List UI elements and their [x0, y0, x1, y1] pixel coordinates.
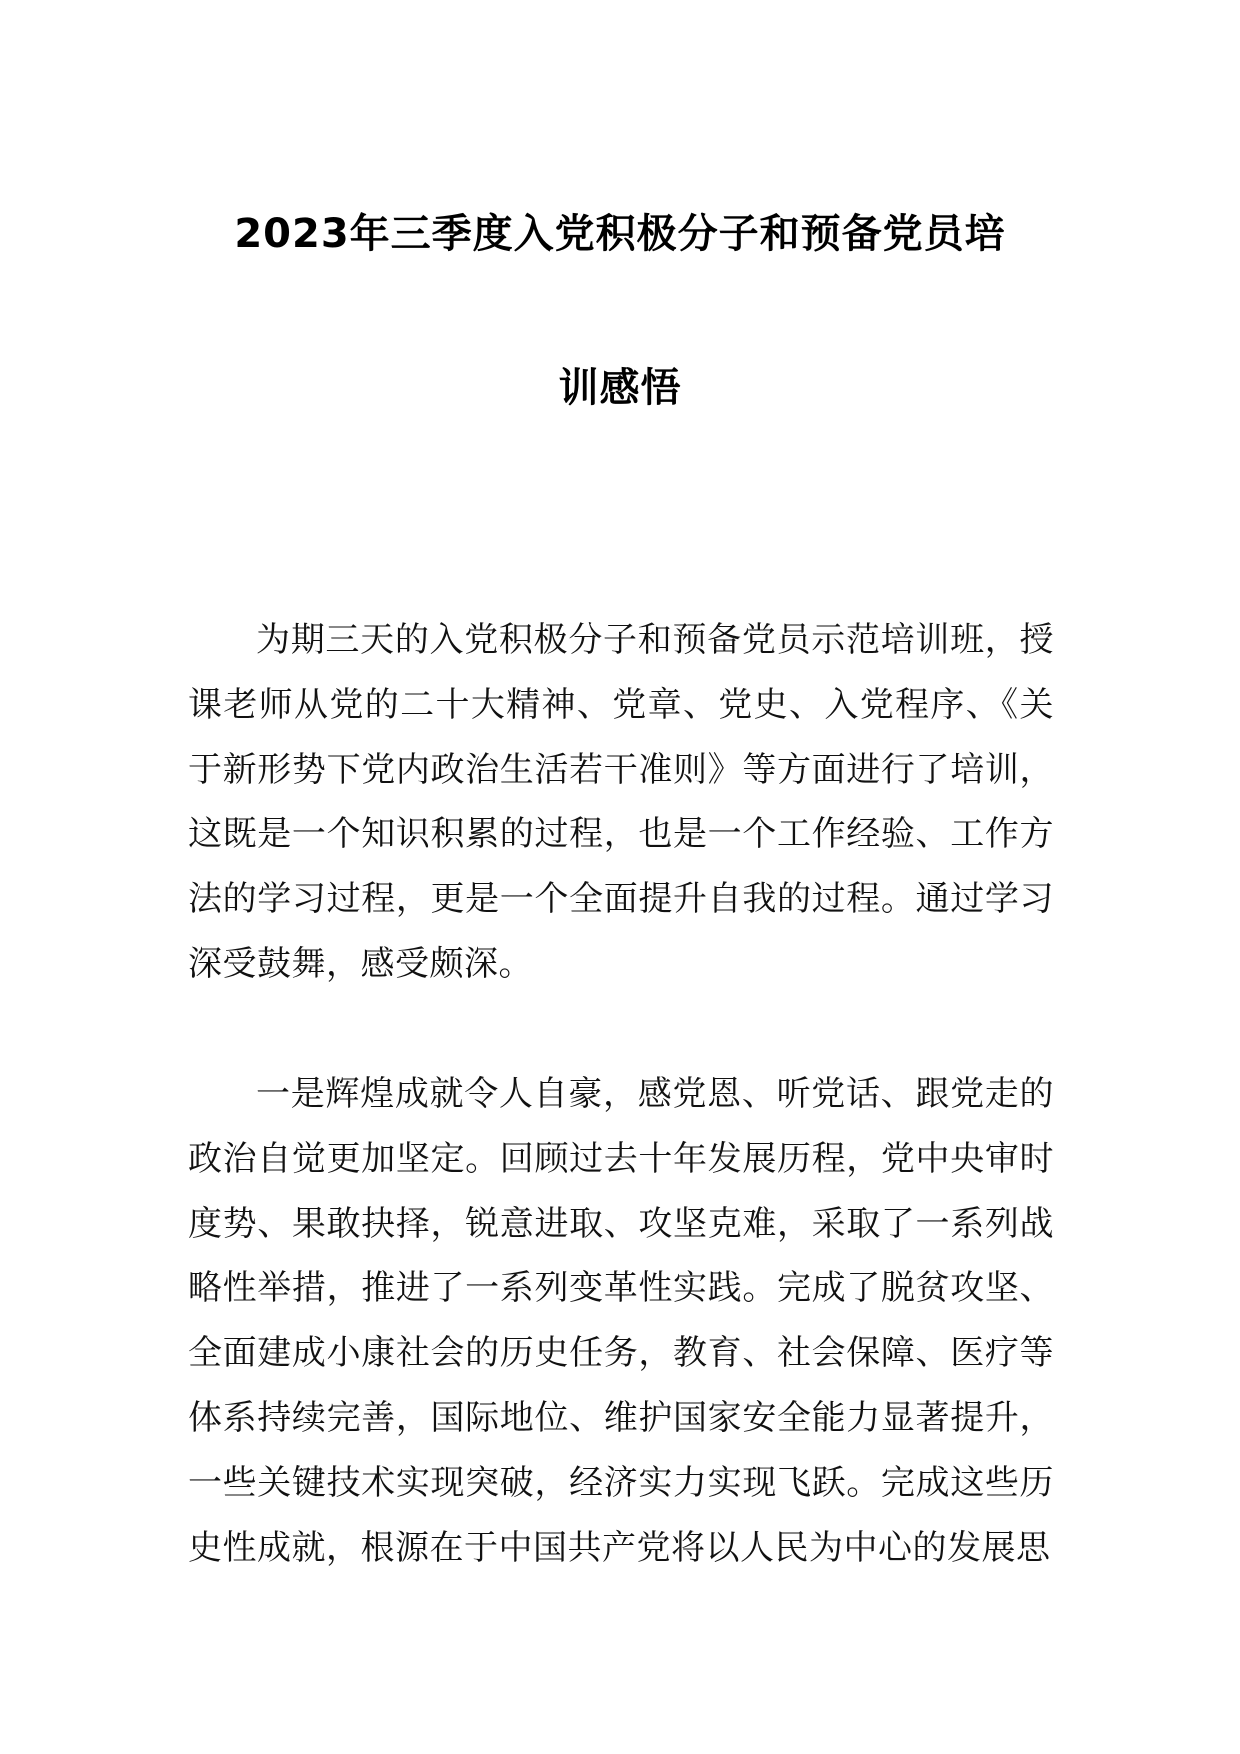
document-title-line-1: 2023年三季度入党积极分子和预备党员培 — [234, 211, 1006, 257]
body-paragraph-achievements: 一是辉煌成就令人自豪，感党恩、听党话、跟党走的政治自觉更加坚定。回顾过去十年发展历程，党中央审时度势、果敢抉择，锐意进取、攻坚克难，采取了一系列战略性举措，推进了一系列变革性实践。完成了脱贫攻坚、全面建成小康社会的历史任务，教育、社会保障、医疗等体系持续完善，国际地位、维护国家安全能力显著提升，一些关键技术实现突破，经济实力实现飞跃。完成这些历史性成就，根源在于中国共产党将以人民为中心的发展思 — [188, 1074, 1054, 1568]
document-title-line-2: 训感悟 — [558, 365, 682, 411]
body-paragraph-intro: 为期三天的入党积极分子和预备党员示范培训班，授课老师从党的二十大精神、党章、党史、入党程序、《关于新形势下党内政治生活若干准则》等方面进行了培训，这既是一个知识积累的过程，也是一个工作经验、工作方法的学习过程，更是一个全面提升自我的过程。通过学习深受鼓舞，感受颇深。 — [188, 620, 1054, 984]
